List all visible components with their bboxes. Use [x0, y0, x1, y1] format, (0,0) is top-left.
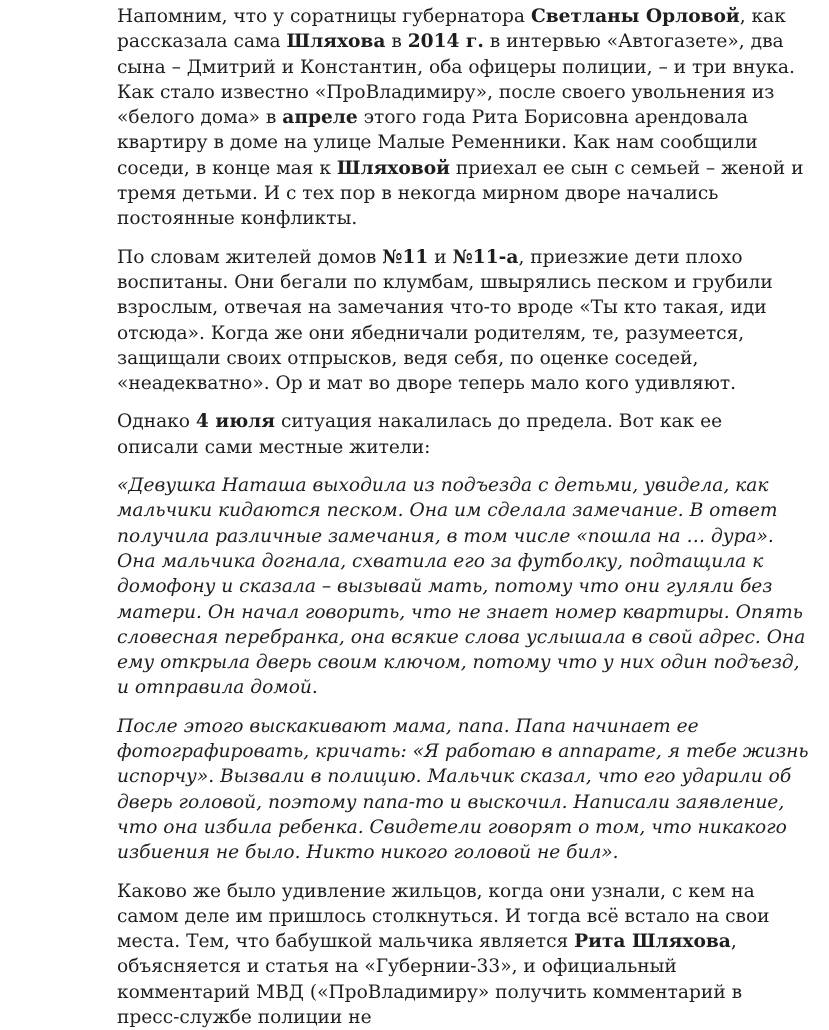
- quote-paragraph: [117, 473, 809, 701]
- bold-text: Шляховой: [337, 158, 450, 179]
- text-run: приехал ее сын с семьей – женой и тремя детьми. И с тех пор в некогда мирном дворе начались постоянные конфликты.: [117, 158, 803, 230]
- bold-text: Шляхова: [287, 31, 386, 52]
- bold-text: №11-а: [453, 247, 519, 268]
- text-run: , приезжие дети плохо воспитаны. Они бегали по клумбам, швырялись песком и грубили взрослым, отвечая на замечания что-то вроде «Ты кто такая, иди отсюда». Когда же они ябедничали родителям, те, разумеется, защищали своих отпрысков, ведя себя, по оценке соседей, «неадекватно». Ор и мат во дворе теперь мало кого удивляют.: [117, 247, 773, 394]
- text-run: и: [428, 247, 452, 268]
- quote-paragraph: [117, 714, 809, 866]
- text-run: Однако: [117, 411, 196, 432]
- text-run: После этого выскакивают мама, папа. Папа начинает ее фотографировать, кричать: «Я работаю в аппарате, я тебе жизнь испорчу». Вызвали в полицию. Мальчик сказал, что его ударили об дверь головой, поэтому папа-то и выскочил. Написали заявление, что она избила ребенка. Свидетели говорят о том, что никакого избиения не было. Никто никого головой не бил».: [117, 716, 809, 863]
- text-run: этого года Рита Борисовна арендовала квартиру в доме на улице Малые Ременники. Как нам сообщили соседи, в конце мая к: [117, 107, 758, 179]
- text-run: Каково же было удивление жильцов, когда они узнали, с кем на самом деле им пришлось столкнуться. И тогда всё встало на свои места. Тем, что бабушкой мальчика является: [117, 881, 770, 953]
- text-run: , объясняется и статья на «Губернии-33», и официальный комментарий МВД («ПроВладимиру» получить комментарий в пресс-службе полиции не: [117, 931, 742, 1028]
- text-run: в интервью «Автогазете», два сына – Дмитрий и Константин, оба офицеры полиции, – и три внука. Как стало известно «ПроВладимиру», после своего увольнения из «белого дома» в: [117, 31, 795, 128]
- article-paragraph: [117, 245, 809, 397]
- bold-text: 2014 г.: [408, 31, 484, 52]
- bold-text: 4 июля: [196, 411, 275, 432]
- bold-text: Рита Шляхова: [574, 931, 731, 952]
- text-run: ситуация накалилась до предела. Вот как ее описали сами местные жители:: [117, 411, 722, 457]
- text-run: в: [385, 31, 407, 52]
- text-run: , как рассказала сама: [117, 6, 786, 52]
- article-paragraph: [117, 409, 809, 460]
- bold-text: Светланы Орловой: [531, 6, 740, 27]
- text-run: Напомним, что у соратницы губернатора: [117, 6, 531, 27]
- text-run: «Девушка Наташа выходила из подъезда с детьми, увидела, как мальчики кидаются песком. Она им сделала замечание. В ответ получила различные замечания, в том числе «пошла на … дура». Она мальчика догнала, схватила его за футболку, подтащила к домофону и сказала – вызывай мать, потому что они гуляли без матери. Он начал говорить, что не знает номер квартиры. Опять словесная перебранка, она всякие слова услышала в свой адрес. Она ему открыла дверь своим ключом, потому что у них один подъезд, и отправила домой.: [117, 475, 805, 698]
- article-paragraph: [117, 879, 809, 1030]
- bold-text: №11: [382, 247, 428, 268]
- text-run: По словам жителей домов: [117, 247, 382, 268]
- article-paragraph: [117, 4, 809, 232]
- bold-text: апреле: [282, 107, 357, 128]
